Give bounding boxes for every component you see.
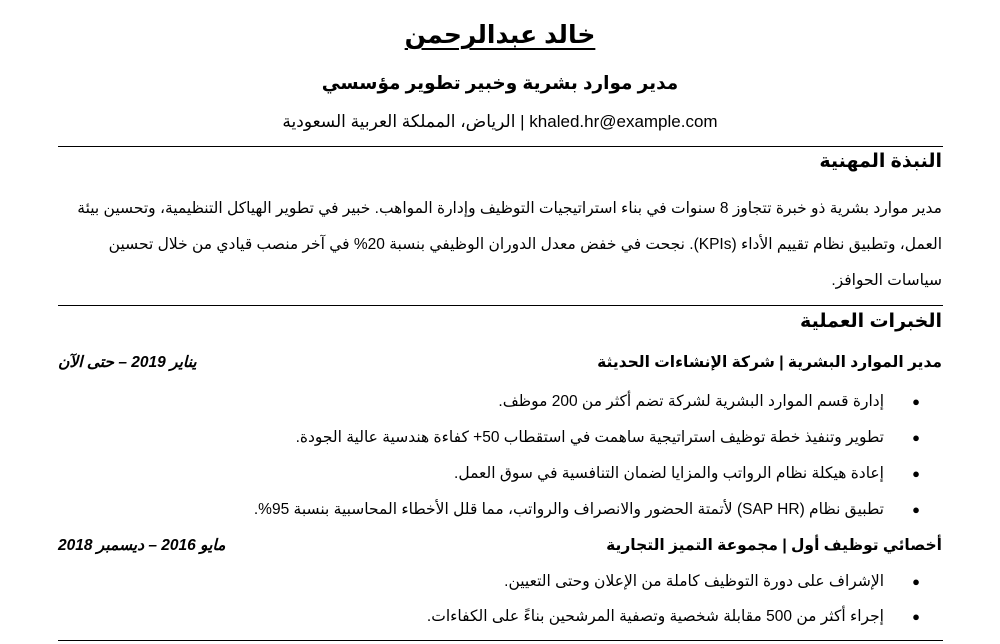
summary-line: سياسات الحوافز. — [831, 272, 942, 289]
contact-line — [0, 109, 1000, 135]
summary-line: العمل، وتطبيق نظام تقييم الأداء (KPIs). نجحت في خفض معدل الدوران الوظيفي بنسبة 20% في آخر منصب قيادي من خلال تحسين — [108, 236, 942, 253]
bullet-icon: ● — [912, 430, 920, 445]
bullet-icon: ● — [912, 502, 920, 517]
job-title: مدير الموارد البشرية | شركة الإنشاءات الحديثة — [597, 354, 942, 371]
list-item-text: إعادة هيكلة نظام الرواتب والمزايا لضمان التنافسية في سوق العمل. — [454, 465, 884, 482]
list-item-text: تطبيق نظام (SAP HR) لأتمتة الحضور والانصراف والرواتب، مما قلل الأخطاء المحاسبية بنسبة 95%. — [253, 501, 884, 518]
list-item-text: إدارة قسم الموارد البشرية لشركة تضم أكثر من 200 موظف. — [498, 393, 884, 410]
section-divider — [58, 640, 943, 641]
contact-text: khaled.hr@example.com | الرياض، المملكة العربية السعودية — [282, 112, 718, 131]
job-dates: مايو 2016 – ديسمبر 2018 — [58, 537, 226, 554]
candidate-name-text: خالد عبدالرحمن — [404, 21, 596, 49]
candidate-name — [0, 18, 1000, 52]
job-dates: يناير 2019 – حتى الآن — [58, 354, 197, 371]
section-divider — [58, 146, 943, 147]
section-divider — [58, 305, 943, 306]
bullet-icon: ● — [912, 466, 920, 481]
list-item-text: إجراء أكثر من 500 مقابلة شخصية وتصفية المرشحين بناءً على الكفاءات. — [426, 608, 884, 625]
list-item-text: الإشراف على دورة التوظيف كاملة من الإعلان وحتى التعيين. — [504, 573, 884, 590]
list-item-text: تطوير وتنفيذ خطة توظيف استراتيجية ساهمت في استقطاب 50+ كفاءة هندسية عالية الجودة. — [295, 429, 884, 446]
summary-section-title: النبذة المهنية — [819, 151, 942, 172]
job-title: أخصائي توظيف أول | مجموعة التميز التجارية — [606, 537, 942, 554]
candidate-headline: مدير موارد بشرية وخبير تطوير مؤسسي — [321, 72, 679, 93]
experience-section-title: الخبرات العملية — [800, 311, 942, 332]
bullet-icon: ● — [912, 609, 920, 624]
summary-line: مدير موارد بشرية ذو خبرة تتجاوز 8 سنوات في بناء استراتيجيات التوظيف وإدارة المواهب. خبير في تطوير الهياكل التنظيمية، وتحسين بيئة — [77, 200, 942, 217]
bullet-icon: ● — [912, 574, 920, 589]
bullet-icon: ● — [912, 394, 920, 409]
